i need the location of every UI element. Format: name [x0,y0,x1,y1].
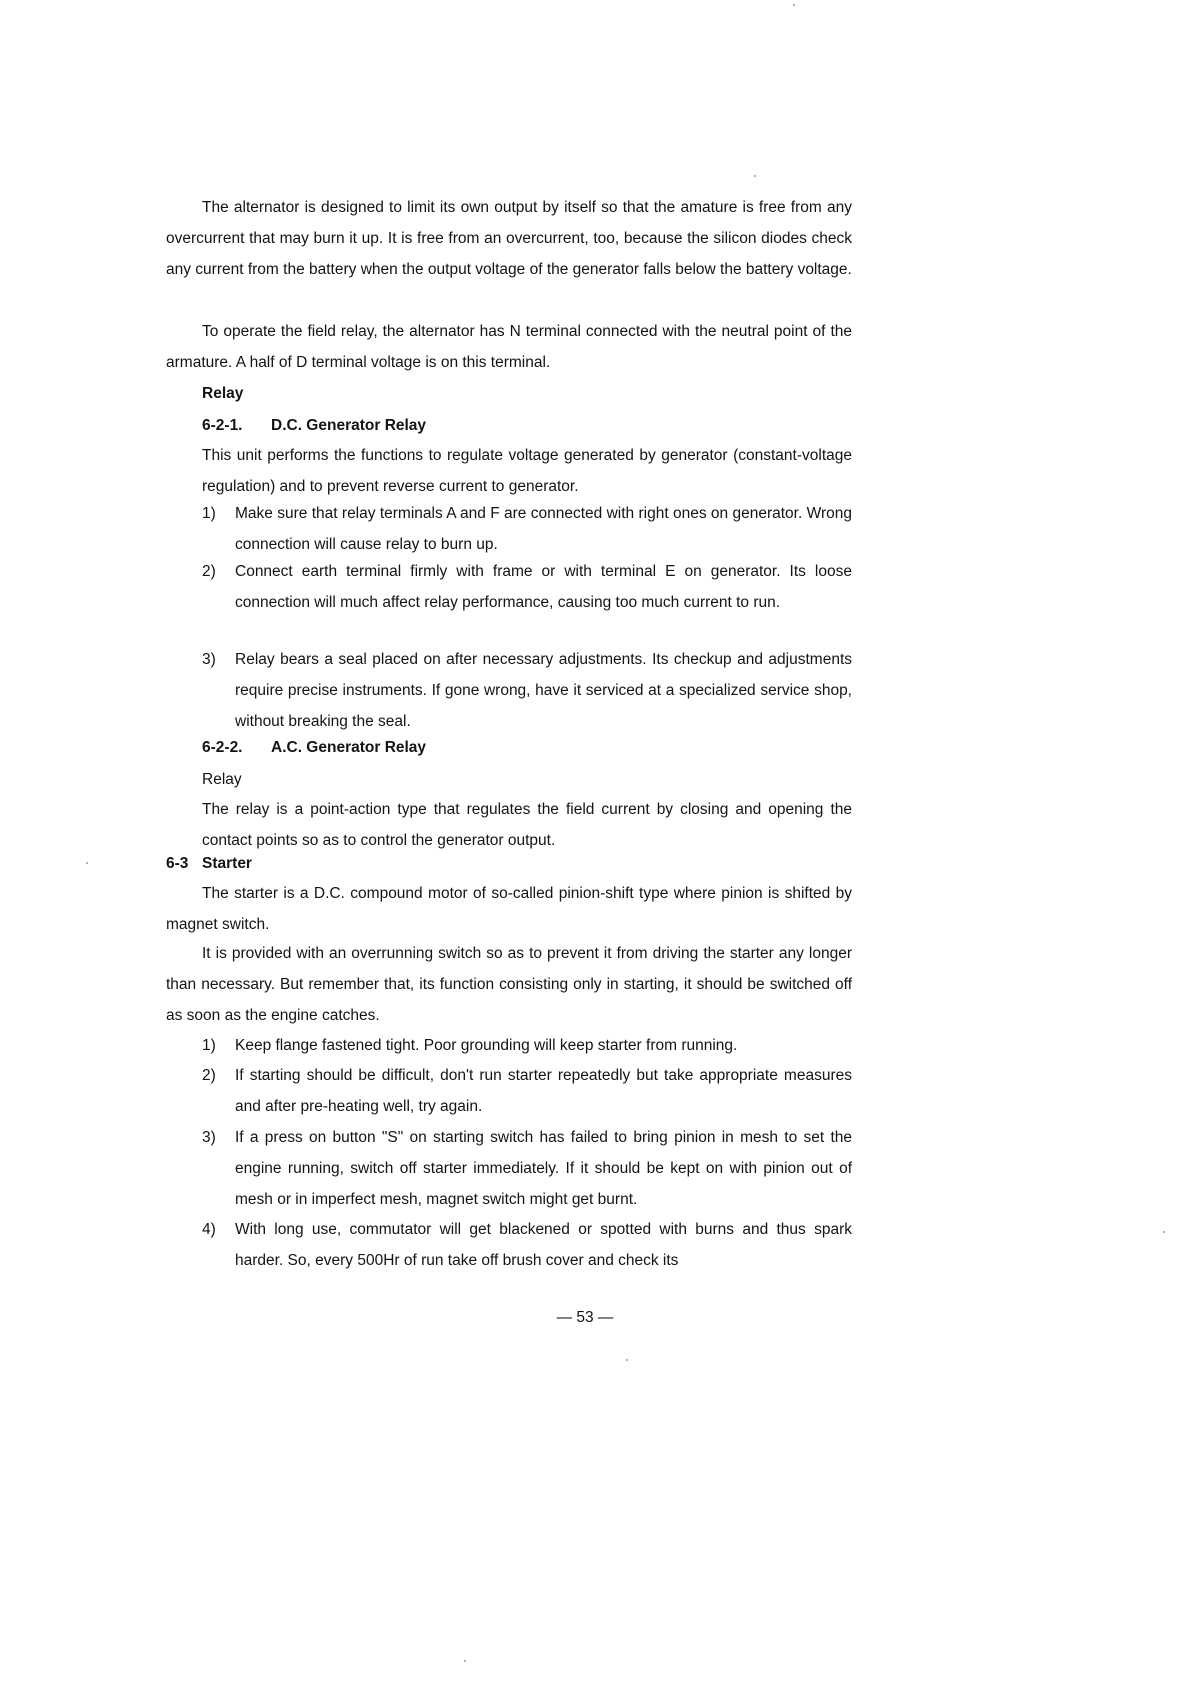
section-title: D.C. Generator Relay [271,417,427,434]
ac-relay-heading [202,732,426,763]
paragraph-text: The alternator is designed to limit its own output by itself so that the amature is free from any overcurrent that may burn it up. It is free from an overcurrent, too, because the silicon diodes check any current from the battery when the output voltage of the generator falls below the battery voltage. [166,199,852,278]
alternator-paragraph-1 [166,192,852,285]
item-text: If a press on button "S" on starting switch has failed to bring pinion in mesh to set the engine running, switch off starter immediately. If it should be kept on with pinion out of mesh or in imperfect mesh, magnet switch might get burnt. [235,1129,852,1208]
section-number: 6-2-2. [202,739,243,756]
item-number: 3) [202,651,216,668]
paragraph-text: It is provided with an overrunning switch so as to prevent it from driving the starter any longer than necessary. But remember that, its function consisting only in starting, it should be switched off as soon as the engine catches. [166,945,852,1024]
item-number: 3) [202,1129,216,1146]
starter-item-1 [202,1030,852,1061]
item-text: Relay bears a seal placed on after necessary adjustments. Its checkup and adjustments require precise instruments. If gone wrong, have it serviced at a specialized service shop, without breaking the seal. [235,651,852,730]
scan-speck [464,1660,466,1662]
starter-paragraph-2 [166,938,852,1031]
paragraph-text: The starter is a D.C. compound motor of so-called pinion-shift type where pinion is shifted by magnet switch. [166,885,852,933]
item-text: Make sure that relay terminals A and F are connected with right ones on generator. Wrong connection will cause relay to burn up. [235,505,852,553]
page-number: — 53 — [556,1309,614,1326]
item-text: If starting should be difficult, don't run starter repeatedly but take appropriate measures and after pre-heating well, try again. [235,1067,852,1115]
item-number: 4) [202,1221,216,1238]
item-text: Keep flange fastened tight. Poor grounding will keep starter from running. [235,1037,738,1054]
dc-relay-item-2 [202,556,852,618]
section-title: Starter [202,855,252,872]
starter-item-3 [202,1122,852,1215]
section-number: 6-2-1. [202,417,243,434]
item-number: 2) [202,563,216,580]
starter-heading [166,848,252,879]
item-number: 1) [202,505,216,522]
dc-relay-heading [202,410,426,441]
item-text: With long use, commutator will get blackened or spotted with burns and thus spark harder. So, every 500Hr of run take off brush cover and check its [235,1221,852,1269]
scan-speck [1163,1231,1165,1233]
section-number: 6-3 [166,855,189,872]
section-title: A.C. Generator Relay [271,739,427,756]
paragraph-text: To operate the field relay, the alternator has N terminal connected with the neutral point of the armature. A half of D terminal voltage is on this terminal. [166,323,852,371]
starter-item-2 [202,1060,852,1122]
ac-relay-text: The relay is a point-action type that regulates the field current by closing and opening the contact points so as to control the generator output. [202,801,852,849]
scan-speck [86,862,88,864]
relay-heading: Relay [202,385,244,402]
scan-speck [793,4,795,6]
ac-relay-label: Relay [202,771,242,788]
starter-item-4 [202,1214,852,1276]
dc-relay-item-3 [202,644,852,737]
alternator-paragraph-2 [166,316,852,378]
starter-paragraph-1 [166,878,852,940]
item-number: 2) [202,1067,216,1084]
dc-relay-intro: This unit performs the functions to regulate voltage generated by generator (constant-voltage regulation) and to prevent reverse current to generator. [202,447,852,495]
scan-speck [754,175,756,177]
scan-speck [626,1359,628,1361]
dc-relay-item-1 [202,498,852,560]
item-text: Connect earth terminal firmly with frame or with terminal E on generator. Its loose connection will much affect relay performance, causing too much current to run. [235,563,852,611]
item-number: 1) [202,1037,216,1054]
